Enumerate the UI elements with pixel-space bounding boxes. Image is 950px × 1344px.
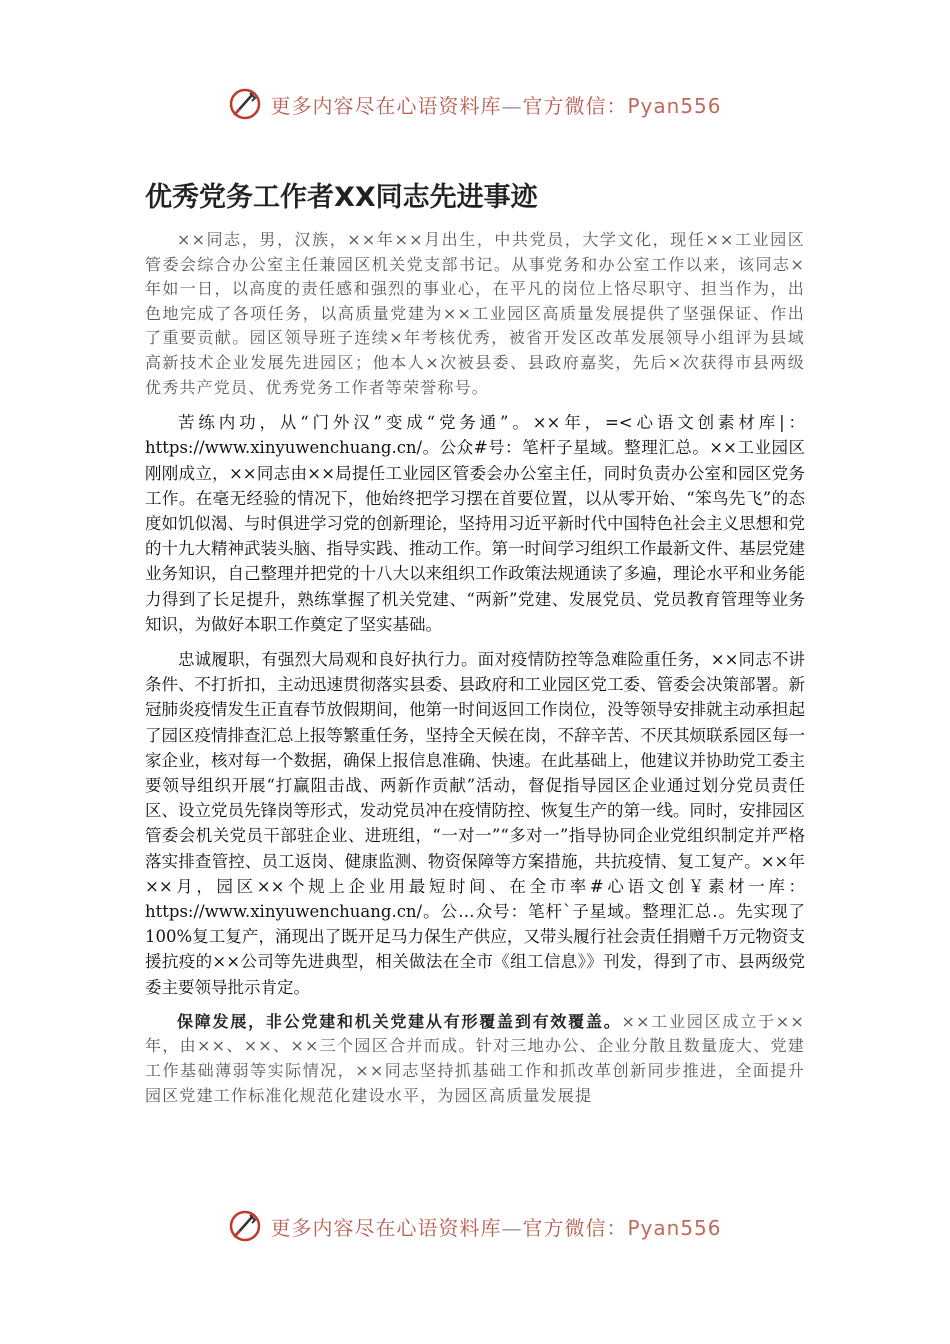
document-title: 优秀党务工作者XX同志先进事迹 [145, 182, 538, 213]
banner-contact-id: Pyan556 [627, 1215, 722, 1240]
paragraph-lead: 保障发展，非公党建和机关党建从有形覆盖到有效覆盖。 [177, 1011, 622, 1031]
banner-contact-id: Pyan556 [627, 93, 722, 118]
banner-main-text: 更多内容尽在心语资料库 [270, 93, 502, 118]
header-banner [0, 84, 950, 124]
footer-banner [0, 1206, 950, 1246]
banner-text [270, 90, 721, 119]
paragraph-development [145, 1010, 805, 1108]
banner-separator: — [501, 1215, 523, 1240]
pen-logo-icon [228, 1209, 262, 1243]
banner-separator: — [501, 93, 523, 118]
paragraph-intro [145, 228, 805, 400]
banner-contact-label: 官方微信： [522, 93, 628, 118]
paragraph-text: 忠诚履职，有强烈大局观和良好执行力。面对疫情防控等急难险重任务，××同志不讲条件、不打折扣，主动迅速贯彻落实县委、县政府和工业园区党工委、管委会决策部署。新冠肺炎疫情发生正直春节放假期间，他第一时间返回工作岗位，没等领导安排就主动承担起了园区疫情排查汇总上报等繁重任务，坚持全天候在岗，不辞辛苦、不厌其烦联系园区每一家企业，核对每一个数据，确保上报信息准确、快速。在此基础上，他建议并协助党工委主要领导组织开展“打赢阻击战、两新作贡献”活动，督促指导园区企业通过划分党员责任区、设立党员先锋岗等形式，发动党员冲在疫情防控、恢复生产的第一线。同时，安排园区管委会机关党员干部驻企业、进班组，“一对一”“多对一”指导协同企业党组织制定并严格落实排查管控、员工返岗、健康监测、物资保障等方案措施，共抗疫情、复工复产。××年××月，园区××个规上企业用最短时间、在全市率#心语文创￥素材一库：https://www.xinyuwenchuang.cn/。公…众号：笔杆`子星域。整理汇总.。先实现了100%复工复产，涌现出了既开足马力保生产供应，又带头履行社会责任捐赠千万元物资支援抗疫的××公司等先进典型，相关做法在全市《组工信息》》刊发，得到了市、县两级党委主要领导批示肯定。 [145, 649, 805, 997]
banner-contact-label: 官方微信： [522, 1215, 628, 1240]
paragraph-text: ××工业园区成立于××年，由××、××、××三个园区合并而成。针对三地办公、企业分散且数量庞大、党建工作基础薄弱等实际情况，××同志坚持抓基础工作和抓改革创新同步推进，全面提升园区党建工作标准化规范化建设水平，为园区高质量发展提 [145, 1011, 805, 1105]
paragraph-text: ××同志，男，汉族，××年××月出生，中共党员，大学文化，现任××工业园区管委会综合办公室主任兼园区机关党支部书记。从事党务和办公室工作以来，该同志×年如一日，以高度的责任感和强烈的事业心，在平凡的岗位上恪尽职守、担当作为，出色地完成了各项任务，以高质量党建为××工业园区高质量发展提供了坚强保证、作出了重要贡献。园区领导班子连续×年考核优秀，被省开发区改革发展领导小组评为县域高新技术企业发展先进园区；他本人×次被县委、县政府嘉奖，先后×次获得市县两级优秀共产党员、优秀党务工作者等荣誉称号。 [145, 230, 805, 397]
banner-text [270, 1212, 721, 1241]
paragraph-text: 苦练内功，从“门外汉”变成“党务通”。××年，=<心语文创素材库|：https://www.xinyuwenchuang.cn/。公众#号：笔杆子星域。整理汇总。××工业园区刚刚成立，××同志由××局提任工业园区管委会办公室主任，同时负责办公室和园区党务工作。在毫无经验的情况下，他始终把学习摆在首要位置，以从零开始、“笨鸟先飞”的态度如饥似渴、与时俱进学习党的创新理论，坚持用习近平新时代中国特色社会主义思想和党的十九大精神武装头脑、指导实践、推动工作。第一时间学习组织工作最新文件、基层党建业务知识，自己整理并把党的十八大以来组织工作政策法规通读了多遍，理论水平和业务能力得到了长足提升，熟练掌握了机关党建、“两新”党建、发展党员、党员教育管理等业务知识，为做好本职工作奠定了坚实基础。 [145, 413, 805, 634]
banner-main-text: 更多内容尽在心语资料库 [270, 1215, 502, 1240]
pen-logo-icon [228, 87, 262, 121]
paragraph-duty [145, 647, 805, 1000]
document-body [145, 228, 805, 1118]
paragraph-study [145, 410, 805, 637]
